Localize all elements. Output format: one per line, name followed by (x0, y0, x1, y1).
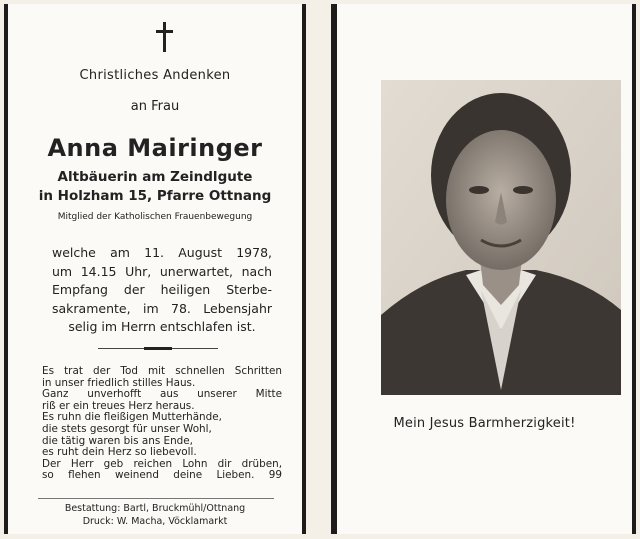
poem-line: es ruht dein Herz so liebevoll. (42, 446, 197, 459)
deceased-name: Anna Mairinger (47, 134, 263, 162)
salutation: an Frau (130, 99, 180, 114)
notice-line: Empfang der heiligen Sterbe- (52, 282, 272, 298)
membership-line: Mitglied der Katholischen Frauenbewegung (57, 212, 253, 222)
funeral-home-line: Bestattung: Bartl, Bruckmühl/Ottnang (64, 503, 246, 514)
death-notice (52, 244, 272, 337)
memorial-photo-panel (331, 4, 636, 534)
notice-line: um 14.15 Uhr, unerwartet, nach (52, 263, 272, 279)
memorial-text-panel (4, 4, 306, 534)
poem-line: riß er ein treues Herz heraus. (42, 399, 195, 412)
poem-line: so flehen weinend deine Lieben. 99 (42, 469, 282, 482)
notice-line: welche am 11. August 1978, (52, 245, 272, 260)
cross-icon (154, 22, 176, 52)
role-line-2: in Holzham 15, Pfarre Ottnang (38, 188, 272, 204)
poem-line: die tätig waren bis ans Ende, (42, 434, 193, 447)
notice-line: selig im Herrn entschlafen ist. (68, 319, 256, 335)
footer-separator (38, 498, 274, 499)
printer-line: Druck: W. Macha, Vöcklamarkt (82, 516, 228, 527)
divider-ornament (98, 348, 218, 350)
poem-line: Es trat der Tod mit schnellen Schritten (42, 365, 282, 377)
poem-line: Ganz unverhofft aus unserer Mitte (42, 388, 282, 401)
poem-line: die stets gesorgt für unser Wohl, (42, 422, 212, 435)
prayer-caption: Mein Jesus Barmherzigkeit! (393, 416, 576, 431)
poem-line: Es ruhn die fleißigen Mutterhände, (42, 411, 222, 424)
notice-line: sakramente, im 78. Lebensjahr (52, 300, 272, 316)
poem-line: in unser friedlich stilles Haus. (42, 376, 196, 389)
portrait-photo (381, 80, 621, 395)
poem-line: Der Herr geb reichen Lohn dir drüben, (42, 457, 282, 470)
heading: Christliches Andenken (79, 68, 231, 83)
memorial-poem (42, 366, 282, 482)
role-line-1: Altbäuerin am Zeindlgute (57, 169, 253, 185)
